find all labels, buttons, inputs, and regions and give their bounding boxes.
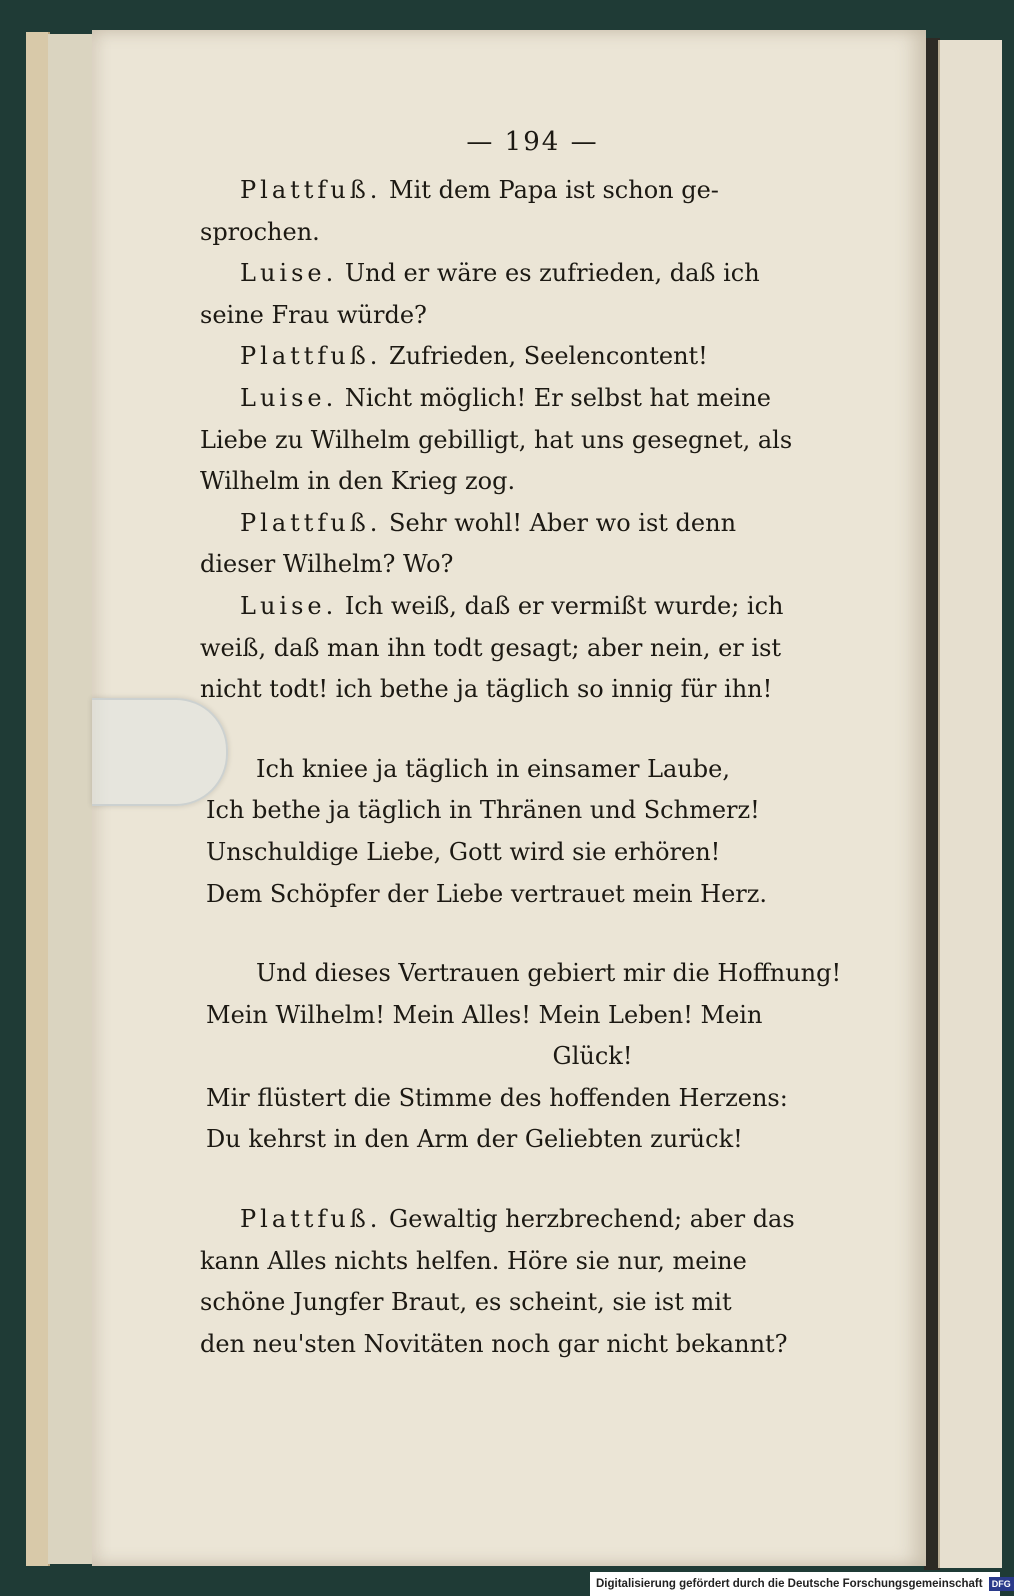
stanza-gap — [200, 711, 865, 749]
text-line: Plattfuß. Sehr wohl! Aber wo ist denn — [240, 508, 737, 537]
text-line: Plattfuß. Zufrieden, Seelencontent! — [240, 342, 708, 371]
verse-stanza-1 — [200, 749, 865, 915]
text-line: kann Alles nichts helfen. Höre sie nur, meine — [200, 1246, 747, 1275]
text-line: Wilhelm in den Krieg zog. — [200, 467, 516, 496]
text-line: Plattfuß. Mit dem Papa ist schon ge- — [240, 176, 719, 204]
text-line: sprochen. — [200, 217, 320, 246]
text-line: schöne Jungfer Braut, es scheint, sie ist mit — [200, 1288, 732, 1317]
verse-line: Unschuldige Liebe, Gott wird sie erhören! — [206, 837, 721, 866]
stanza-gap — [200, 915, 865, 953]
verse-line: Du kehrst in den Arm der Geliebten zurück! — [206, 1125, 743, 1154]
facing-page — [938, 40, 1002, 1568]
verse-line: Ich bethe ja täglich in Thränen und Schmerz! — [206, 796, 760, 825]
dfg-logo: DFG — [989, 1577, 1014, 1591]
text-line: Liebe zu Wilhelm gebilligt, hat uns gesegnet, als — [200, 425, 793, 454]
text-line: Plattfuß. Gewaltig herzbrechend; aber das — [240, 1205, 795, 1234]
text-line: nicht todt! ich bethe ja täglich so innig für ihn! — [200, 675, 773, 704]
text-line: seine Frau würde? — [200, 300, 427, 329]
text-line: den neu'sten Novitäten noch gar nicht bekannt? — [200, 1329, 788, 1358]
page-text — [200, 120, 865, 1365]
book-cover-edge — [26, 32, 50, 1566]
text-line: dieser Wilhelm? Wo? — [200, 550, 454, 579]
dialogue-lines — [200, 170, 865, 711]
text-line: weiß, daß man ihn todt gesagt; aber nein, er ist — [200, 633, 782, 662]
stanza-gap — [200, 1161, 865, 1199]
verse-line: Dem Schöpfer der Liebe vertrauet mein Herz. — [206, 879, 768, 908]
text-line: Luise. Und er wäre es zufrieden, daß ich — [240, 259, 760, 288]
closing-dialogue — [200, 1199, 865, 1365]
verse-stanza-2 — [200, 953, 865, 1161]
text-line: Luise. Ich weiß, daß er vermißt wurde; ich — [240, 591, 784, 620]
page-edge-strip — [48, 34, 94, 1564]
footer-text: Digitalisierung gefördert durch die Deutsche Forschungsgemeinschaft — [596, 1578, 983, 1590]
page-number: — 194 — — [466, 127, 599, 157]
verse-line: Und dieses Vertrauen gebiert mir die Hoffnung! — [256, 959, 842, 988]
verse-line: Mein Wilhelm! Mein Alles! Mein Leben! Mein — [206, 1000, 763, 1029]
verse-line: Mir flüstert die Stimme des hoffenden Herzens: — [206, 1083, 788, 1112]
verse-line: Glück! — [552, 1042, 633, 1071]
text-line: Luise. Nicht möglich! Er selbst hat meine — [240, 383, 771, 412]
digitization-footer — [590, 1572, 1011, 1596]
verse-line: Ich kniee ja täglich in einsamer Laube, — [256, 754, 730, 783]
